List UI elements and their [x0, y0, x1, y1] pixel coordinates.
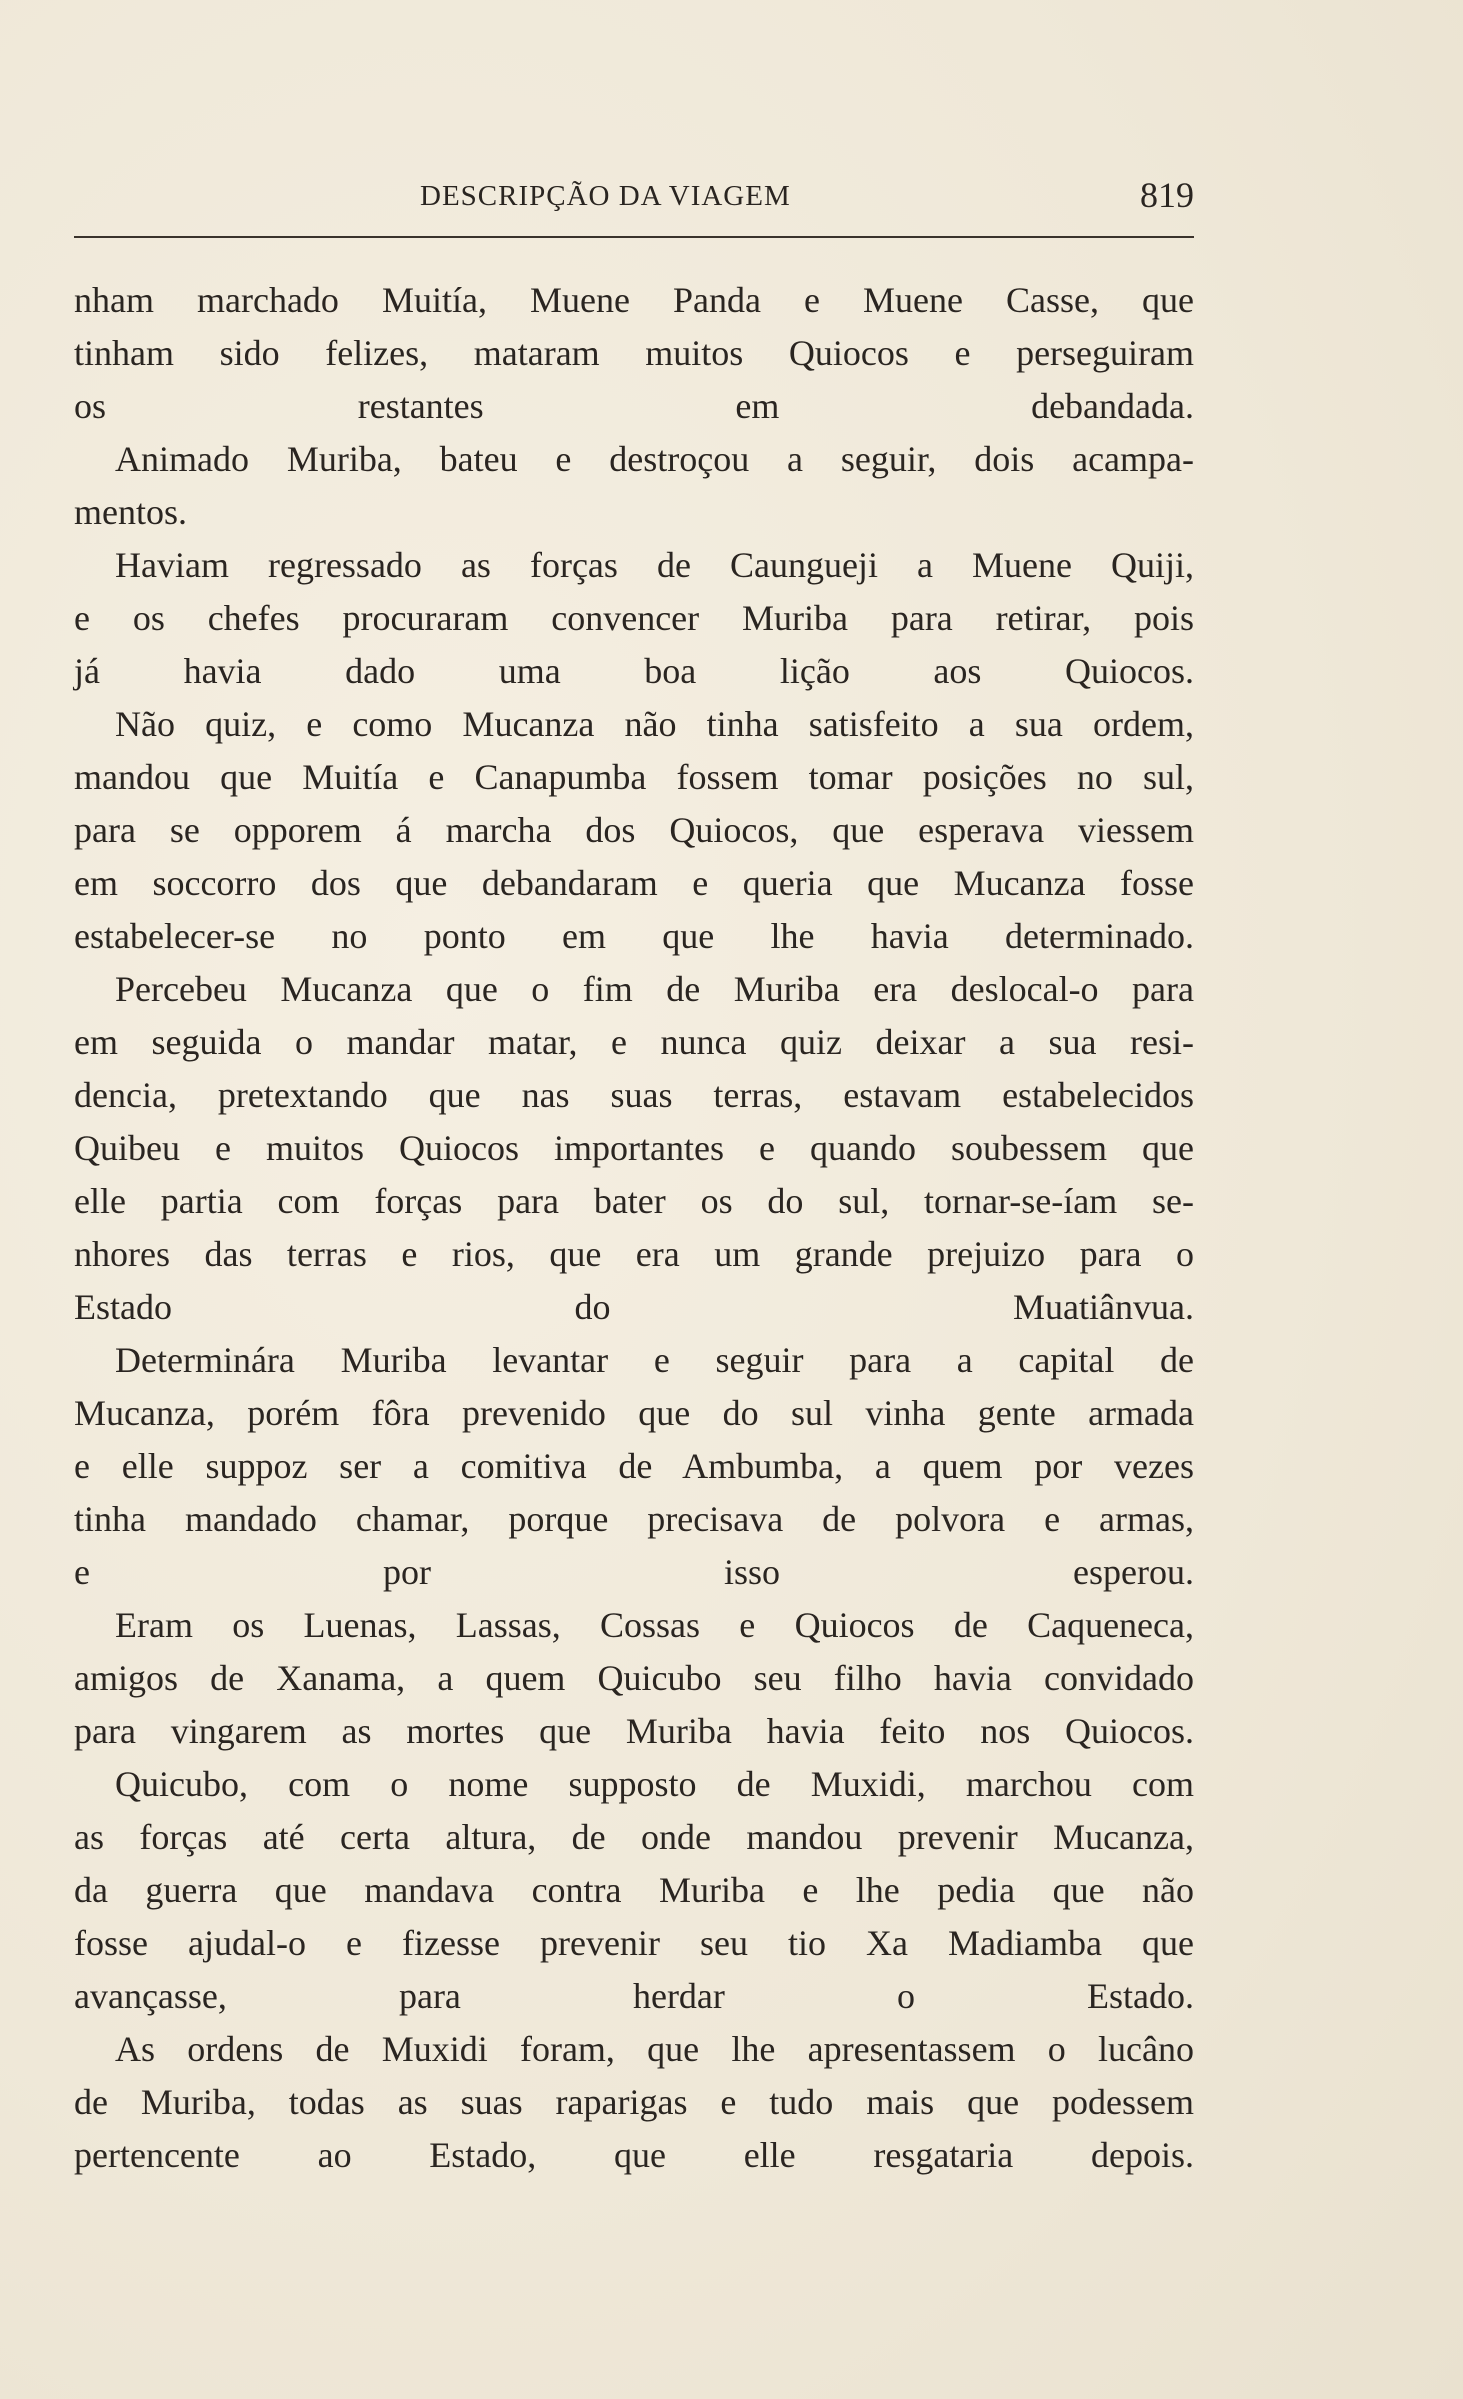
- body-text: [74, 274, 1194, 2182]
- text-line: amigos de Xanama, a quem Quicubo seu filho havia convidado: [74, 1658, 1194, 1698]
- text-line: e os chefes procuraram convencer Muriba para retirar, pois: [74, 598, 1194, 638]
- text-line: pertencente ao Estado, que elle resgataria depois.: [74, 2135, 1194, 2175]
- text-line: e por isso esperou.: [74, 1552, 1194, 1592]
- text-line: nhores das terras e rios, que era um grande prejuizo para o: [74, 1234, 1194, 1274]
- text-line: Não quiz, e como Mucanza não tinha satisfeito a sua ordem,: [115, 704, 1194, 744]
- text-line: em seguida o mandar matar, e nunca quiz deixar a sua resi-: [74, 1022, 1194, 1062]
- text-line: As ordens de Muxidi foram, que lhe apresentassem o lucâno: [115, 2029, 1194, 2069]
- text-line: já havia dado uma boa lição aos Quiocos.: [74, 651, 1194, 691]
- text-line: Mucanza, porém fôra prevenido que do sul vinha gente armada: [74, 1393, 1194, 1433]
- text-line: tinha mandado chamar, porque precisava de polvora e armas,: [74, 1499, 1194, 1539]
- text-line: avançasse, para herdar o Estado.: [74, 1976, 1194, 2016]
- text-line: Estado do Muatiânvua.: [74, 1287, 1194, 1327]
- text-line: mandou que Muitía e Canapumba fossem tomar posições no sul,: [74, 757, 1194, 797]
- text-line: Haviam regressado as forças de Caungueji a Muene Quiji,: [115, 545, 1194, 585]
- text-line: e elle suppoz ser a comitiva de Ambumba, a quem por vezes: [74, 1446, 1194, 1486]
- text-line: da guerra que mandava contra Muriba e lhe pedia que não: [74, 1870, 1194, 1910]
- text-line: Animado Muriba, bateu e destroçou a seguir, dois acampa-: [115, 439, 1194, 479]
- text-line: para se opporem á marcha dos Quiocos, que esperava viessem: [74, 810, 1194, 850]
- text-line: fosse ajudal-o e fizesse prevenir seu tio Xa Madiamba que: [74, 1923, 1194, 1963]
- text-line: Eram os Luenas, Lassas, Cossas e Quiocos de Caqueneca,: [115, 1605, 1194, 1645]
- text-line: Quicubo, com o nome supposto de Muxidi, marchou com: [115, 1764, 1194, 1804]
- text-line: dencia, pretextando que nas suas terras, estavam estabelecidos: [74, 1075, 1194, 1115]
- text-line: tinham sido felizes, mataram muitos Quiocos e perseguiram: [74, 333, 1194, 373]
- text-line: os restantes em debandada.: [74, 386, 1194, 426]
- text-line: em soccorro dos que debandaram e queria que Mucanza fosse: [74, 863, 1194, 903]
- text-line: elle partia com forças para bater os do sul, tornar-se-íam se-: [74, 1181, 1194, 1221]
- text-line: Determinára Muriba levantar e seguir para a capital de: [115, 1340, 1194, 1380]
- text-line: de Muriba, todas as suas raparigas e tudo mais que podessem: [74, 2082, 1194, 2122]
- running-head: DESCRIPÇÃO DA VIAGEM: [420, 180, 791, 212]
- text-line: estabelecer-se no ponto em que lhe havia determinado.: [74, 916, 1194, 956]
- page-header: [74, 176, 1194, 226]
- text-line: as forças até certa altura, de onde mandou prevenir Mucanza,: [74, 1817, 1194, 1857]
- text-line: Percebeu Mucanza que o fim de Muriba era deslocal-o para: [115, 969, 1194, 1009]
- header-rule: [74, 236, 1194, 238]
- text-line: nham marchado Muitía, Muene Panda e Muene Casse, que: [74, 280, 1194, 320]
- text-line: Quibeu e muitos Quiocos importantes e quando soubessem que: [74, 1128, 1194, 1168]
- page-number: 819: [1140, 175, 1194, 215]
- text-line: para vingarem as mortes que Muriba havia feito nos Quiocos.: [74, 1711, 1194, 1751]
- text-line: mentos.: [74, 492, 187, 532]
